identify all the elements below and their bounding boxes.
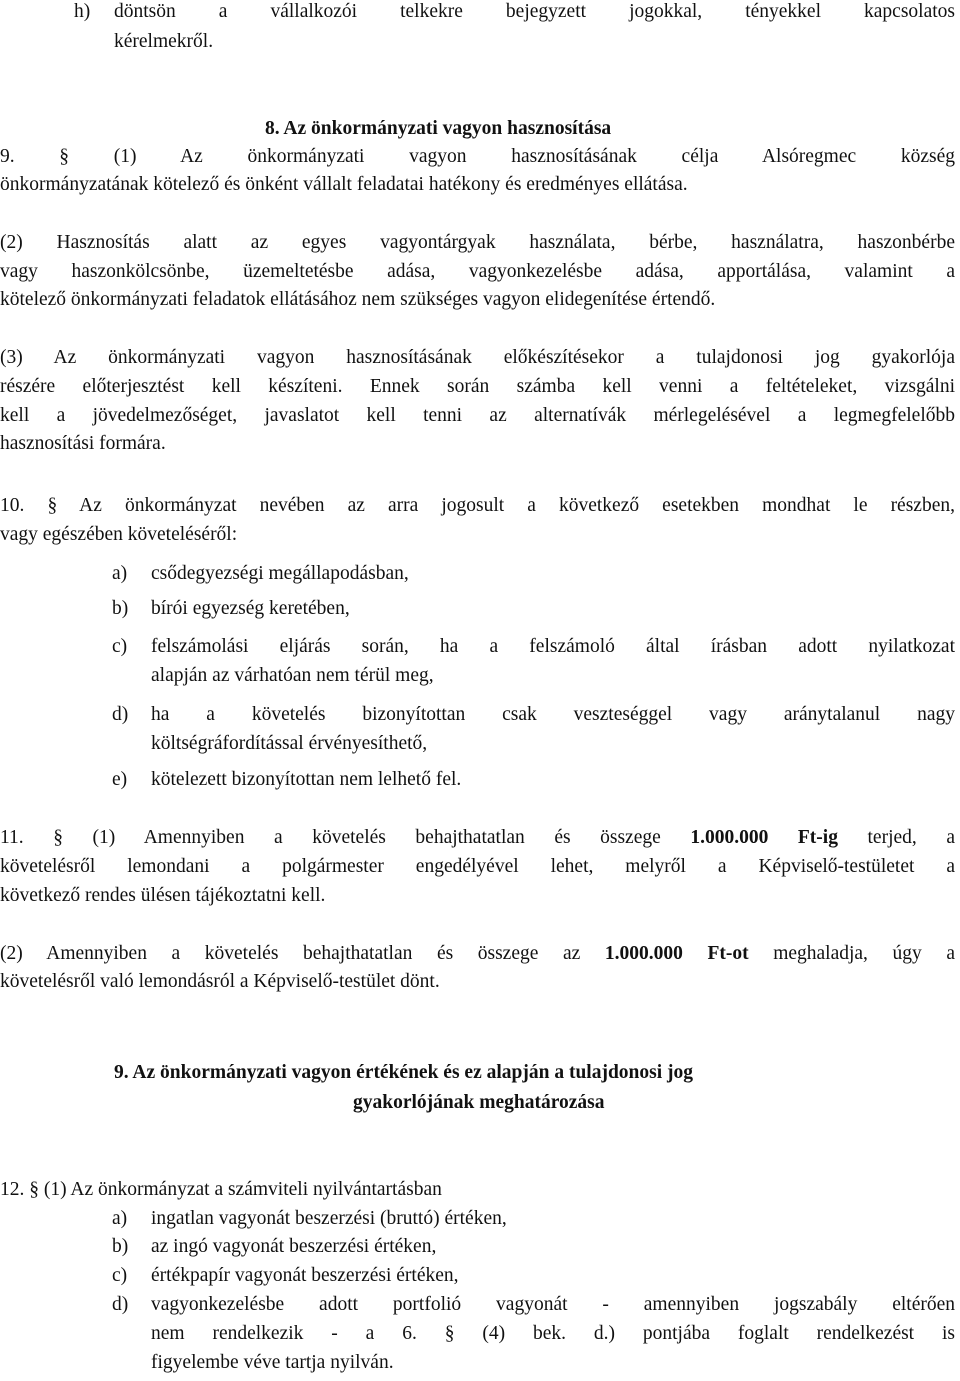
- list-item-text: csődegyezségi megállapodásban,: [151, 563, 409, 584]
- list-item-text: ha a követelés bizonyítottan csak veszteséggel vagy aránytalanul nagy: [151, 704, 955, 725]
- paragraph-11-1-line: követelésről lemondani a polgármester engedélyével lehet, melyről a Képviselő-testületet a: [0, 856, 955, 877]
- list-marker: c): [112, 1265, 128, 1286]
- section-heading-9: 9. Az önkormányzati vagyon értékének és ez alapján a tulajdonosi jog: [114, 1062, 694, 1083]
- paragraph-9-1-line: 9. § (1) Az önkormányzati vagyon hasznosításának célja Alsóregmec község: [0, 146, 955, 167]
- list-marker: d): [112, 1294, 129, 1315]
- list-item-text: bírói egyezség keretében,: [151, 598, 350, 619]
- list-item-a: [112, 562, 955, 586]
- list-marker: a): [112, 563, 128, 584]
- list-item-c: [112, 1264, 955, 1288]
- section-heading-8: 8. Az önkormányzati vagyon hasznosítása: [265, 118, 612, 139]
- paragraph-11-2-line: [0, 942, 955, 966]
- list-marker: a): [112, 1208, 128, 1229]
- list-item-e: [112, 768, 955, 792]
- paragraph-9-2-line: (2) Hasznosítás alatt az egyes vagyontárgyak használata, bérbe, használatra, haszonbérbe: [0, 232, 955, 253]
- list-marker: h): [74, 1, 91, 22]
- list-item-a: [112, 1207, 955, 1231]
- list-item-b: [112, 1235, 955, 1259]
- section-heading-9: gyakorlójának meghatározása: [353, 1092, 605, 1113]
- list-item-c: [112, 635, 955, 659]
- list-item-text: kötelezett bizonyítottan nem lelhető fel.: [151, 769, 462, 790]
- paragraph-11-1-line: [0, 826, 955, 850]
- list-item-text: értékpapír vagyonát beszerzési értéken,: [151, 1265, 459, 1286]
- list-item-d: [112, 1293, 955, 1317]
- paragraph-11-2-line: követelésről való lemondásról a Képviselő-testület dönt.: [0, 971, 440, 992]
- list-item-text: felszámolási eljárás során, ha a felszámoló által írásban adott nyilatkozat: [151, 636, 955, 657]
- amount-limit: 1.000.000 Ft-ot: [604, 943, 749, 964]
- list-marker: e): [112, 769, 128, 790]
- paragraph-9-2-line: vagy haszonkölcsönbe, üzemeltetésbe adása, vagyonkezelésbe adása, apportálása, valamint a: [0, 261, 955, 282]
- paragraph-9-1-line: önkormányzatának kötelező és önként vállalt feladatai hatékony és eredményes ellátása.: [0, 174, 688, 195]
- paragraph-10-line: vagy egészében követeléséről:: [0, 524, 238, 545]
- list-item-text: kérelmekről.: [114, 31, 214, 52]
- list-marker: b): [112, 598, 129, 619]
- paragraph-12-intro: 12. § (1) Az önkormányzat a számviteli nyilvántartásban: [0, 1179, 442, 1200]
- list-marker: d): [112, 704, 129, 725]
- paragraph-9-2-line: kötelező önkormányzati feladatok ellátásához nem szükséges vagyon elidegenítése értendő.: [0, 289, 716, 310]
- paragraph-9-3-line: részére előterjesztést kell készíteni. Ennek során számba kell venni a feltételeket, vizsgálni: [0, 376, 955, 397]
- paragraph-11-1-line: következő rendes ülésen tájékoztatni kell.: [0, 885, 326, 906]
- paragraph-9-3-line: (3) Az önkormányzati vagyon hasznosításának előkészítésekor a tulajdonosi jog gyakorlója: [0, 347, 955, 368]
- list-item-text: nem rendelkezik - a 6. § (4) bek. d.) pontjába foglalt rendelkezést is: [151, 1323, 955, 1344]
- paragraph-9-3-line: hasznosítási formára.: [0, 433, 166, 454]
- list-item-b: [112, 597, 955, 621]
- paragraph-text: terjed, a: [837, 827, 955, 848]
- paragraph-text: 11. § (1) Amennyiben a követelés behajthatatlan és összege: [0, 827, 691, 848]
- list-item-text: vagyonkezelésbe adott portfolió vagyonát - amennyiben jogszabály eltérően: [151, 1294, 955, 1315]
- amount-limit: 1.000.000 Ft-ig: [690, 827, 838, 848]
- list-item-text: ingatlan vagyonát beszerzési (bruttó) értéken,: [151, 1208, 507, 1229]
- list-item-text: költségráfordítással érvényesíthető,: [151, 733, 428, 754]
- list-marker: b): [112, 1236, 129, 1257]
- paragraph-text: meghaladja, úgy a: [748, 943, 955, 964]
- list-marker: c): [112, 636, 128, 657]
- paragraph-9-3-line: kell a jövedelmezőséget, javaslatot kell tenni az alternatívák mérlegelésével a legmegfelelőbb: [0, 405, 955, 426]
- list-item-text: az ingó vagyonát beszerzési értéken,: [151, 1236, 437, 1257]
- paragraph-10-line: 10. § Az önkormányzat nevében az arra jogosult a következő esetekben mondhat le részben,: [0, 495, 955, 516]
- list-item-text: figyelembe véve tartja nyilván.: [151, 1352, 394, 1373]
- list-item-d: [112, 703, 955, 727]
- list-item-text: döntsön a vállalkozói telkekre bejegyzett jogokkal, tényekkel kapcsolatos: [114, 1, 955, 22]
- list-item-h: [74, 0, 955, 24]
- paragraph-text: (2) Amennyiben a követelés behajthatatlan és összege az: [0, 943, 605, 964]
- list-item-text: alapján az várhatóan nem térül meg,: [151, 665, 434, 686]
